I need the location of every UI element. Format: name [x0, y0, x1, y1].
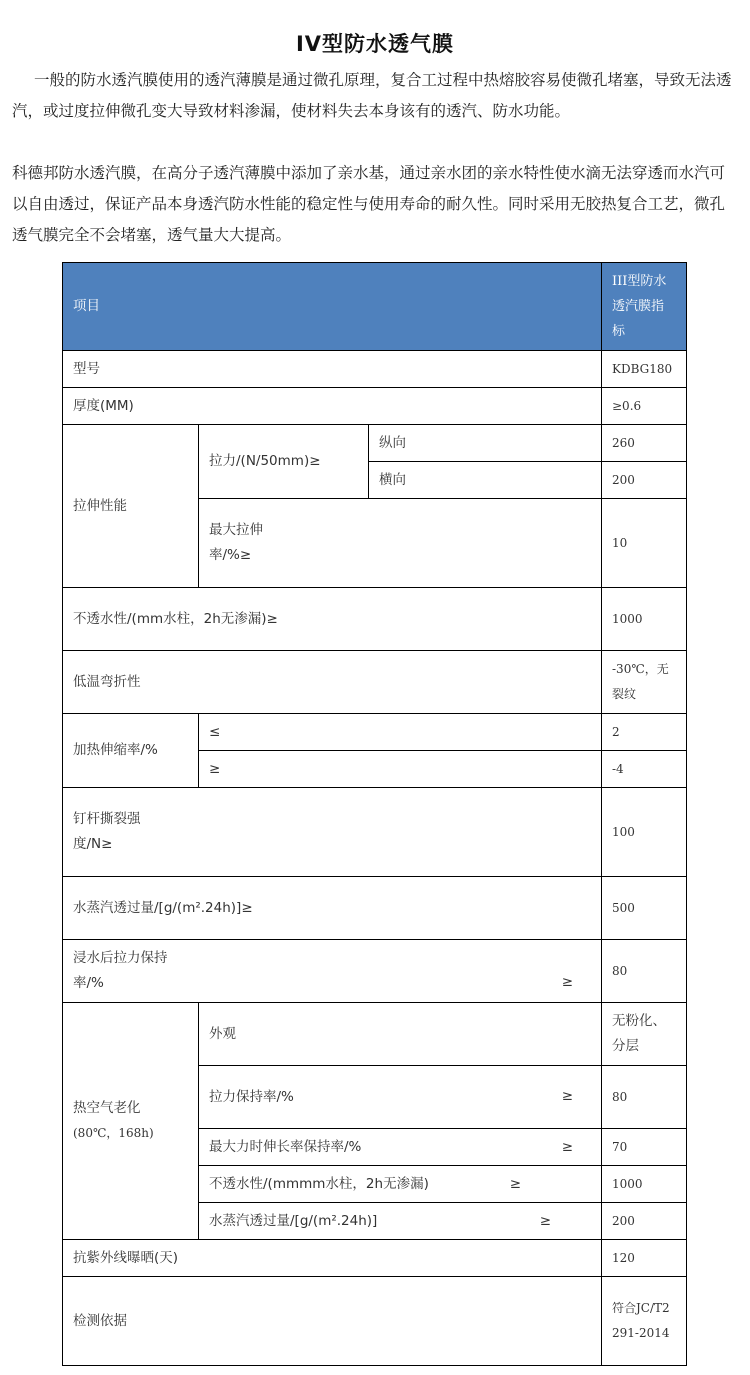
- row-value: 1000: [602, 1166, 687, 1203]
- ge-sign: ≥: [539, 1212, 551, 1229]
- row-value: 70: [602, 1129, 687, 1166]
- table-row: [63, 588, 687, 651]
- row-label: 型号: [63, 351, 602, 388]
- group-label: 拉伸性能: [63, 425, 199, 588]
- row-label: 水蒸汽透过量/[g/(m².24h)]≥: [63, 877, 602, 940]
- row-label: 厚度(MM): [63, 388, 602, 425]
- group-label: 加热伸缩率/%: [63, 714, 199, 788]
- sub-label: 拉力/(N/50mm)≥: [199, 425, 369, 499]
- row-value: 10: [602, 499, 687, 588]
- ge-sign: ≥: [561, 1138, 573, 1155]
- table-row: [63, 714, 687, 751]
- row-value: ≥0.6: [602, 388, 687, 425]
- table-row: [63, 1240, 687, 1277]
- row-label: 浸水后拉力保持率/% ≥: [63, 940, 602, 1003]
- spec-table: [62, 262, 687, 1366]
- group-label: 热空气老化 (80℃，168h): [63, 1003, 199, 1240]
- sub-label: 拉力保持率/% ≥: [199, 1066, 602, 1129]
- table-row: [63, 788, 687, 877]
- row-value: -4: [602, 751, 687, 788]
- row-value: 80: [602, 940, 687, 1003]
- sub-sub-label: 纵向: [369, 425, 602, 462]
- row-value: 500: [602, 877, 687, 940]
- table-row: [63, 1277, 687, 1366]
- row-value: 1000: [602, 588, 687, 651]
- table-row: [63, 940, 687, 1003]
- row-value: 80: [602, 1066, 687, 1129]
- row-label: 检测依据: [63, 1277, 602, 1366]
- row-value: -30℃，无裂纹: [602, 651, 687, 714]
- ge-sign: ≥: [561, 974, 573, 990]
- ge-sign: ≥: [509, 1175, 521, 1192]
- sub-label: 最大力时伸长率保持率/% ≥: [199, 1129, 602, 1166]
- table-row: [63, 388, 687, 425]
- row-value: 符合JC/T2291-2014: [602, 1277, 687, 1366]
- sub-sub-label: 横向: [369, 462, 602, 499]
- row-value: 120: [602, 1240, 687, 1277]
- header-item: 项目: [63, 263, 602, 351]
- table-header-row: [63, 263, 687, 351]
- row-label: 低温弯折性: [63, 651, 602, 714]
- ge-sign: ≥: [561, 1087, 573, 1104]
- page-title: IV型防水透气膜: [295, 32, 455, 56]
- table-row: [63, 651, 687, 714]
- sub-label: ≤: [199, 714, 602, 751]
- row-value: 200: [602, 1203, 687, 1240]
- row-label: 抗紫外线曝晒(天): [63, 1240, 602, 1277]
- table-row: [63, 877, 687, 940]
- row-value: 100: [602, 788, 687, 877]
- header-value: III型防水透汽膜指标: [602, 263, 687, 351]
- row-value: 200: [602, 462, 687, 499]
- row-label: 不透水性/(mm水柱，2h无渗漏)≥: [63, 588, 602, 651]
- intro-paragraph-1: 一般的防水透汽膜使用的透汽薄膜是通过微孔原理，复合工过程中热熔胶容易使微孔堵塞，导致无法透汽，或过度拉伸微孔变大导致材料渗漏，使材料失去本身该有的透汽、防水功能。: [12, 71, 732, 120]
- row-value: 无粉化、分层: [602, 1003, 687, 1066]
- sub-label: 水蒸汽透过量/[g/(m².24h)] ≥: [199, 1203, 602, 1240]
- row-value: KDBG180: [602, 351, 687, 388]
- row-value: 2: [602, 714, 687, 751]
- row-label: 钉杆撕裂强度/N≥: [63, 788, 602, 877]
- intro-paragraph-2: 科德邦防水透汽膜，在高分子透汽薄膜中添加了亲水基，通过亲水团的亲水特性使水滴无法穿透而水汽可以自由透过，保证产品本身透汽防水性能的稳定性与使用寿命的耐久性。同时采用无胶热复合工艺，微孔透气膜完全不会堵塞，透气量大大提高。: [12, 164, 726, 244]
- sub-label: 外观: [199, 1003, 602, 1066]
- table-row: [63, 351, 687, 388]
- row-value: 260: [602, 425, 687, 462]
- sub-label: 不透水性/(mmmm水柱，2h无渗漏) ≥: [199, 1166, 602, 1203]
- sub-label: 最大拉伸率/%≥: [199, 499, 602, 588]
- table-row: [63, 1003, 687, 1066]
- sub-label: ≥: [199, 751, 602, 788]
- table-row: [63, 425, 687, 462]
